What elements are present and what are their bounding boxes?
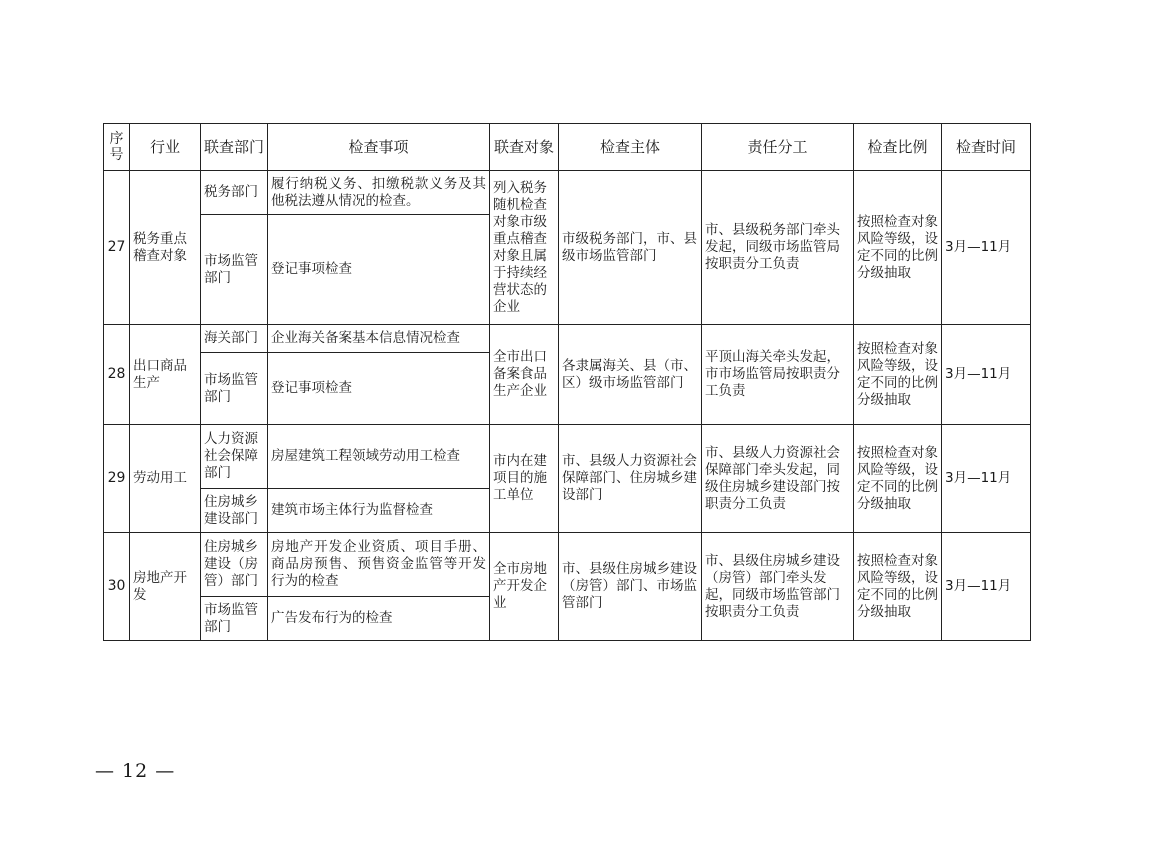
row-dept: 人力资源社会保障部门	[201, 425, 268, 489]
row-duty: 市、县级税务部门牵头发起，同级市场监管局按职责分工负责	[702, 171, 854, 325]
row-ratio: 按照检查对象风险等级，设定不同的比例分级抽取	[854, 425, 942, 533]
header-industry: 行业	[130, 124, 201, 171]
table-row	[104, 425, 1031, 489]
row-industry: 劳动用工	[130, 425, 201, 533]
page-number: — 12 —	[95, 760, 176, 782]
row-dept: 住房城乡建设（房管）部门	[201, 533, 268, 597]
row-item: 广告发布行为的检查	[268, 597, 490, 641]
inspection-table	[103, 123, 1031, 641]
row-item: 登记事项检查	[268, 353, 490, 425]
row-dept: 海关部门	[201, 325, 268, 353]
row-dept: 市场监管部门	[201, 597, 268, 641]
row-target: 全市房地产开发企业	[490, 533, 559, 641]
row-item: 房屋建筑工程领域劳动用工检查	[268, 425, 490, 489]
header-subject: 检查主体	[559, 124, 702, 171]
row-dept: 税务部门	[201, 171, 268, 215]
row-subject: 市级税务部门，市、县级市场监管部门	[559, 171, 702, 325]
row-seq: 28	[104, 325, 130, 425]
table-row	[104, 533, 1031, 597]
row-item: 企业海关备案基本信息情况检查	[268, 325, 490, 353]
row-subject: 市、县级住房城乡建设（房管）部门、市场监管部门	[559, 533, 702, 641]
row-target: 市内在建项目的施工单位	[490, 425, 559, 533]
header-time: 检查时间	[942, 124, 1031, 171]
row-seq: 30	[104, 533, 130, 641]
row-industry: 税务重点稽查对象	[130, 171, 201, 325]
row-time: 3月—11月	[942, 171, 1031, 325]
row-ratio: 按照检查对象风险等级，设定不同的比例分级抽取	[854, 325, 942, 425]
row-industry: 房地产开发	[130, 533, 201, 641]
header-item: 检查事项	[268, 124, 490, 171]
table-row	[104, 325, 1031, 353]
header-dept: 联查部门	[201, 124, 268, 171]
row-duty: 市、县级人力资源社会保障部门牵头发起，同级住房城乡建设部门按职责分工负责	[702, 425, 854, 533]
row-industry: 出口商品生产	[130, 325, 201, 425]
table-row	[104, 171, 1031, 215]
row-time: 3月—11月	[942, 533, 1031, 641]
row-item: 履行纳税义务、扣缴税款义务及其他税法遵从情况的检查。	[268, 171, 490, 215]
row-dept: 市场监管部门	[201, 353, 268, 425]
row-item: 房地产开发企业资质、项目手册、商品房预售、预售资金监管等开发行为的检查	[268, 533, 490, 597]
row-subject: 市、县级人力资源社会保障部门、住房城乡建设部门	[559, 425, 702, 533]
row-target: 列入税务随机检查对象市级重点稽查对象且属于持续经营状态的企业	[490, 171, 559, 325]
row-ratio: 按照检查对象风险等级，设定不同的比例分级抽取	[854, 171, 942, 325]
row-ratio: 按照检查对象风险等级，设定不同的比例分级抽取	[854, 533, 942, 641]
row-target: 全市出口备案食品生产企业	[490, 325, 559, 425]
row-item: 建筑市场主体行为监督检查	[268, 489, 490, 533]
row-time: 3月—11月	[942, 425, 1031, 533]
row-subject: 各隶属海关、县（市、区）级市场监管部门	[559, 325, 702, 425]
row-dept: 市场监管部门	[201, 215, 268, 325]
header-duty: 责任分工	[702, 124, 854, 171]
header-seq: 序号	[104, 124, 130, 171]
row-time: 3月—11月	[942, 325, 1031, 425]
header-target: 联查对象	[490, 124, 559, 171]
header-ratio: 检查比例	[854, 124, 942, 171]
row-duty: 平顶山海关牵头发起，市市场监管局按职责分工负责	[702, 325, 854, 425]
row-duty: 市、县级住房城乡建设（房管）部门牵头发起，同级市场监管部门按职责分工负责	[702, 533, 854, 641]
row-seq: 29	[104, 425, 130, 533]
row-dept: 住房城乡建设部门	[201, 489, 268, 533]
row-item: 登记事项检查	[268, 215, 490, 325]
header-row	[104, 124, 1031, 171]
row-seq: 27	[104, 171, 130, 325]
